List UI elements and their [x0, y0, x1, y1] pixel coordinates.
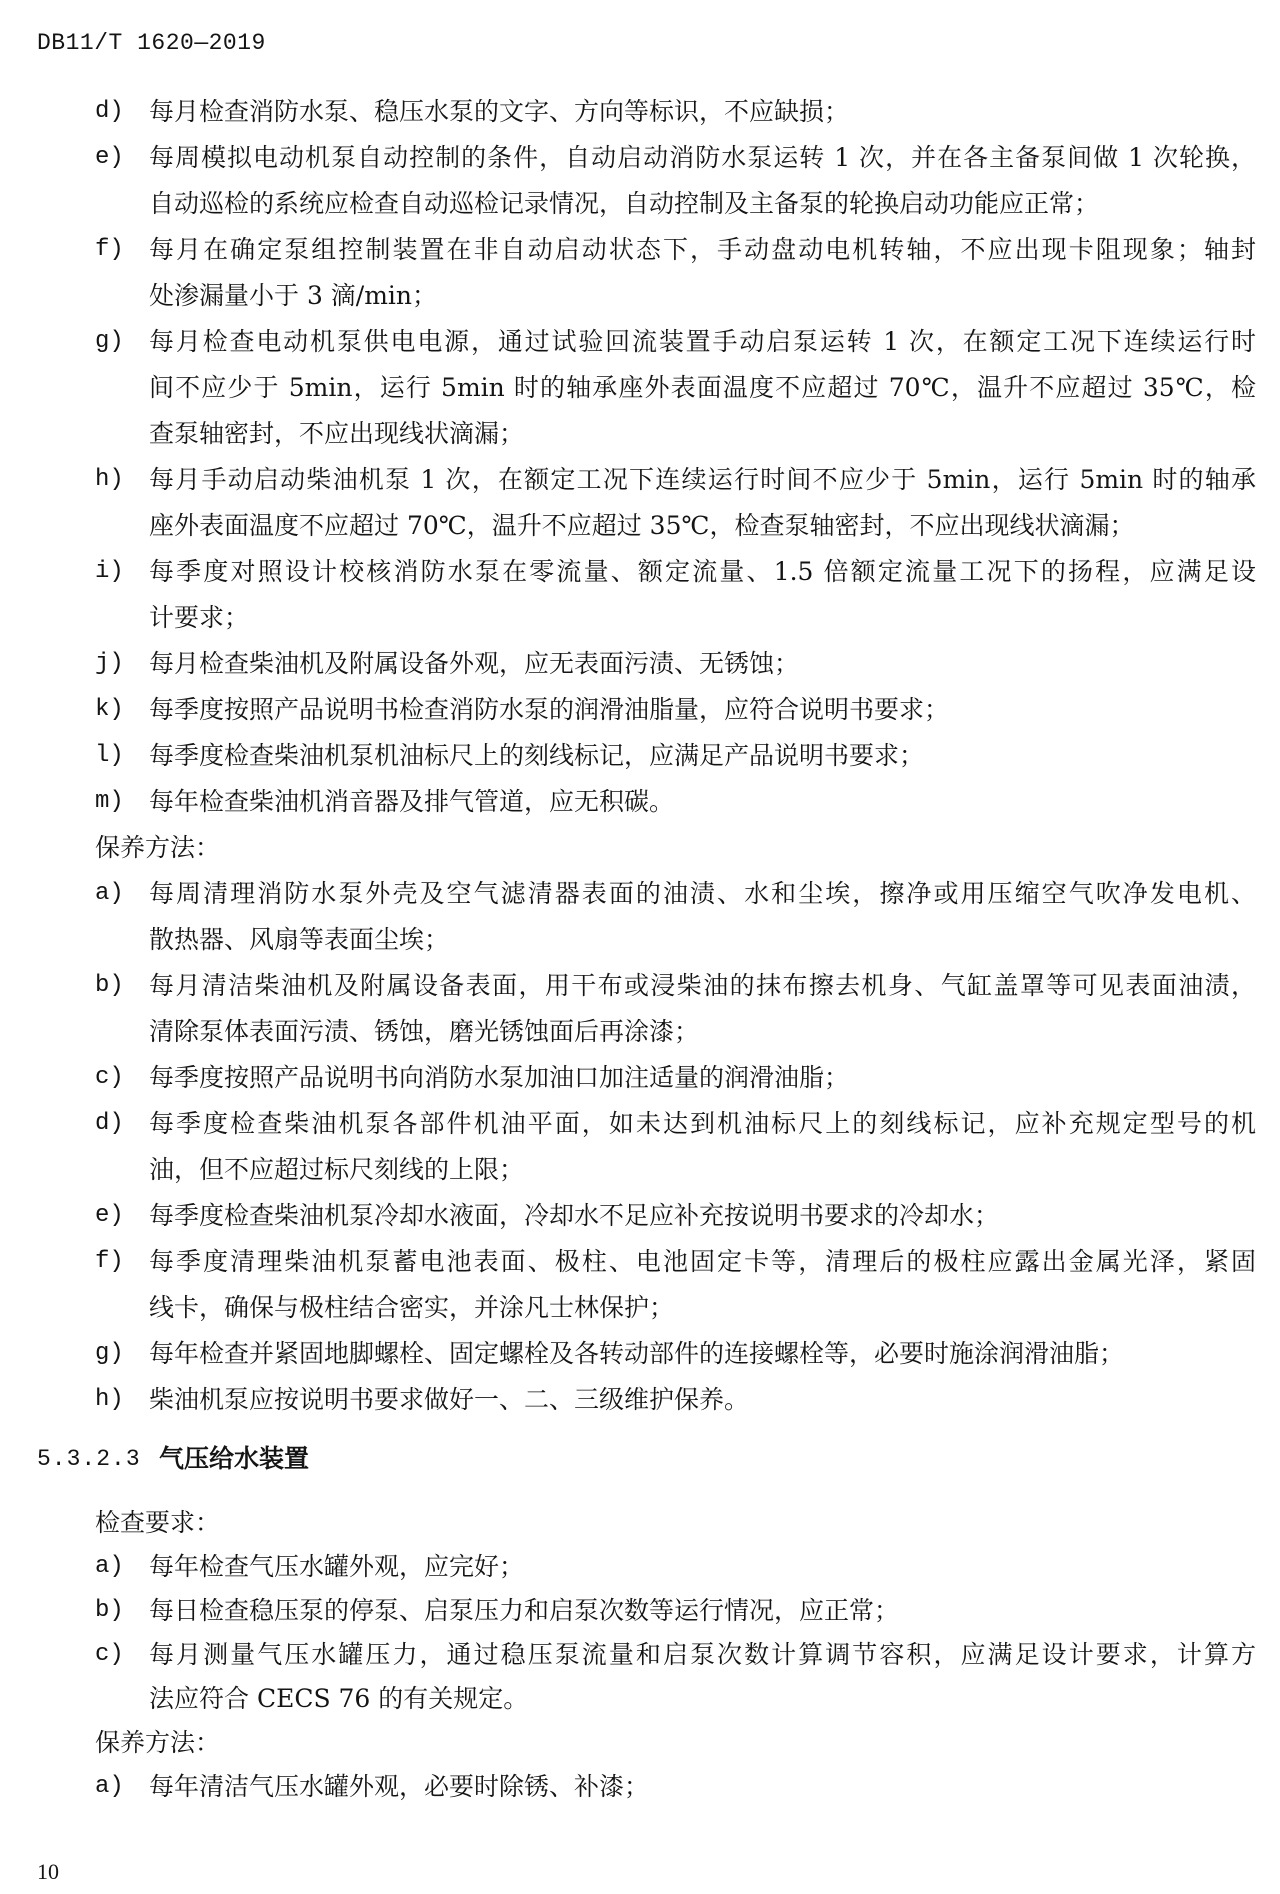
item-text-line: 间不应少于 5min，运行 5min 时的轴承座外表面温度不应超过 70℃，温升不应超过 35℃，检	[149, 373, 1256, 402]
item-label: d)	[95, 98, 124, 125]
list-item-i	[0, 549, 1256, 641]
item-label: k)	[95, 696, 124, 723]
list-item-e	[0, 1193, 1256, 1239]
maintenance-heading: 保养方法：	[95, 833, 221, 862]
item-text-line: 清除泵体表面污渍、锈蚀，磨光锈蚀面后再涂漆；	[149, 1017, 700, 1046]
section-heading	[0, 1436, 1280, 1482]
item-text-line: 每季度按照产品说明书检查消防水泵的润滑油脂量，应符合说明书要求；	[149, 695, 950, 724]
item-text-line: 处渗漏量小于 3 滴/min；	[149, 281, 438, 310]
list-item-f	[0, 1239, 1256, 1331]
item-text-line: 每年检查柴油机消音器及排气管道，应无积碳。	[149, 787, 675, 816]
item-text-line: 每年检查并紧固地脚螺栓、固定螺栓及各转动部件的连接螺栓等，必要时施涂润滑油脂；	[149, 1339, 1125, 1368]
item-text-line: 每月清洁柴油机及附属设备表面，用干布或浸柴油的抹布擦去机身、气缸盖罩等可见表面油渍，	[149, 971, 1256, 1000]
item-text-line: 每月检查柴油机及附属设备外观，应无表面污渍、无锈蚀；	[149, 649, 800, 678]
item-label: b)	[95, 1597, 124, 1624]
item-text-line: 每日检查稳压泵的停泵、启泵压力和启泵次数等运行情况，应正常；	[149, 1596, 900, 1625]
item-text-line: 每季度检查柴油机泵机油标尺上的刻线标记，应满足产品说明书要求；	[149, 741, 925, 770]
list-item-d	[0, 1101, 1256, 1193]
list-item-c	[0, 1633, 1256, 1721]
item-text-line: 查泵轴密封，不应出现线状滴漏；	[149, 419, 525, 448]
item-text-line: 每季度检查柴油机泵冷却水液面，冷却水不足应补充按说明书要求的冷却水；	[149, 1201, 1000, 1230]
item-label: a)	[95, 1773, 124, 1800]
item-label: e)	[95, 144, 124, 171]
list-item-m	[0, 779, 1256, 825]
list-item-h	[0, 1377, 1256, 1423]
item-label: a)	[95, 880, 124, 907]
list-item-b	[0, 1589, 1256, 1633]
item-label: j)	[95, 650, 124, 677]
list-item-e	[0, 135, 1256, 227]
item-text-line: 每季度按照产品说明书向消防水泵加油口加注适量的润滑油脂；	[149, 1063, 850, 1092]
item-text-line: 每月手动启动柴油机泵 1 次，在额定工况下连续运行时间不应少于 5min，运行 5min 时的轴承	[149, 465, 1256, 494]
list-item-h	[0, 457, 1256, 549]
section-body	[0, 1501, 1280, 1809]
item-label: e)	[95, 1202, 124, 1229]
item-text-line: 散热器、风扇等表面尘埃；	[149, 925, 450, 954]
item-text-line: 自动巡检的系统应检查自动巡检记录情况，自动控制及主备泵的轮换启动功能应正常；	[149, 189, 1100, 218]
item-label: h)	[95, 466, 124, 493]
maintenance-heading: 保养方法：	[95, 1728, 221, 1757]
item-label: l)	[95, 742, 124, 769]
item-label: f)	[95, 1248, 124, 1275]
check-requirements-heading: 检查要求：	[95, 1508, 221, 1537]
item-label: g)	[95, 328, 124, 355]
item-text-line: 每季度清理柴油机泵蓄电池表面、极柱、电池固定卡等，清理后的极柱应露出金属光泽，紧固	[149, 1247, 1256, 1276]
item-label: g)	[95, 1340, 124, 1367]
item-text-line: 每年清洁气压水罐外观，必要时除锈、补漆；	[149, 1772, 650, 1801]
list-item-k	[0, 687, 1256, 733]
item-label: b)	[95, 972, 124, 999]
item-text-line: 柴油机泵应按说明书要求做好一、二、三级维护保养。	[149, 1385, 750, 1414]
item-label: h)	[95, 1386, 124, 1413]
item-text-line: 计要求；	[149, 603, 250, 632]
list-item-d	[0, 89, 1256, 135]
document-code-header: DB11/T 1620—2019	[37, 30, 266, 56]
list-item-g	[0, 1331, 1256, 1377]
page-content	[0, 89, 1280, 1809]
item-text-line: 座外表面温度不应超过 70℃，温升不应超过 35℃，检查泵轴密封，不应出现线状滴漏；	[149, 511, 1135, 540]
item-label: i)	[95, 558, 124, 585]
section-number: 5.3.2.3	[37, 1446, 141, 1472]
item-text-line: 每季度检查柴油机泵各部件机油平面，如未达到机油标尺上的刻线标记，应补充规定型号的机	[149, 1109, 1256, 1138]
item-text-line: 每月在确定泵组控制装置在非自动启动状态下，手动盘动电机转轴，不应出现卡阻现象；轴封	[149, 235, 1256, 264]
item-label: d)	[95, 1110, 124, 1137]
item-text-line: 每季度对照设计校核消防水泵在零流量、额定流量、1.5 倍额定流量工况下的扬程，应满足设	[149, 557, 1256, 586]
item-text-line: 每年检查气压水罐外观，应完好；	[149, 1552, 525, 1581]
item-label: f)	[95, 236, 124, 263]
list-item-c	[0, 1055, 1256, 1101]
item-text-line: 法应符合 CECS 76 的有关规定。	[149, 1684, 529, 1713]
list-item-j	[0, 641, 1256, 687]
list-item-a	[0, 1765, 1256, 1809]
list-item-b	[0, 963, 1256, 1055]
item-text-line: 油，但不应超过标尺刻线的上限；	[149, 1155, 525, 1184]
list-item-f	[0, 227, 1256, 319]
item-label: c)	[95, 1641, 124, 1668]
item-text-line: 每月检查电动机泵供电电源，通过试验回流装置手动启泵运转 1 次，在额定工况下连续运行时	[149, 327, 1256, 356]
page-number: 10	[37, 1859, 59, 1884]
item-text-line: 每月测量气压水罐压力，通过稳压泵流量和启泵次数计算调节容积，应满足设计要求，计算方	[149, 1640, 1256, 1669]
list-item-a	[0, 871, 1256, 963]
item-text-line: 每周模拟电动机泵自动控制的条件，自动启动消防水泵运转 1 次，并在各主备泵间做 1 次轮换，	[149, 143, 1256, 172]
list-item-a	[0, 1545, 1256, 1589]
list-item-l	[0, 733, 1256, 779]
item-label: a)	[95, 1553, 124, 1580]
list-item-g	[0, 319, 1256, 457]
item-text-line: 每周清理消防水泵外壳及空气滤清器表面的油渍、水和尘埃，擦净或用压缩空气吹净发电机、	[149, 879, 1256, 908]
section-title: 气压给水装置	[159, 1444, 310, 1473]
item-text-line: 线卡，确保与极柱结合密实，并涂凡士林保护；	[149, 1293, 675, 1322]
item-label: m)	[95, 788, 124, 815]
item-text-line: 每月检查消防水泵、稳压水泵的文字、方向等标识，不应缺损；	[149, 97, 850, 126]
item-label: c)	[95, 1064, 124, 1091]
